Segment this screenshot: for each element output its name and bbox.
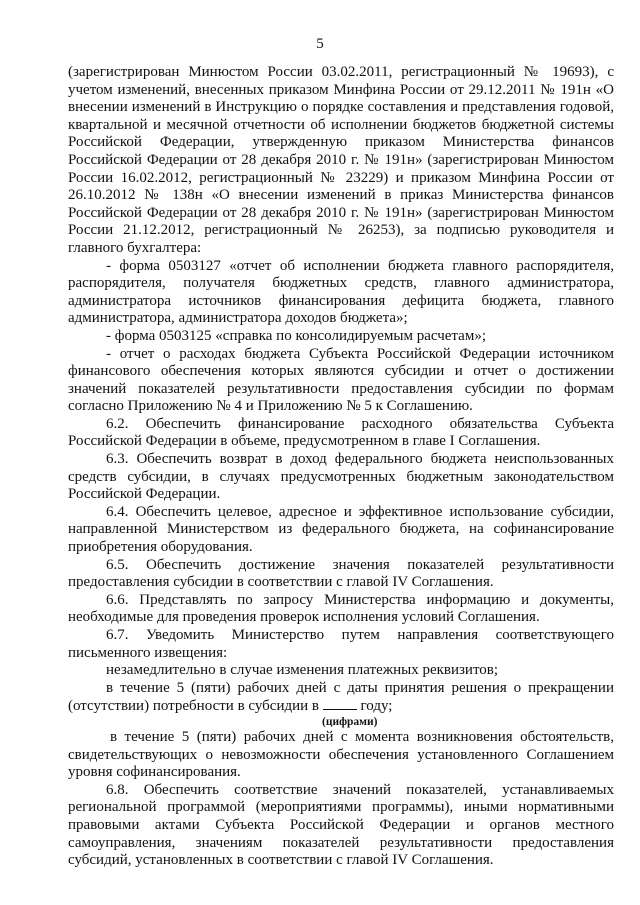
paragraph-6-2: 6.2. Обеспечить финансирование расходного обязательства Субъекта Российской Федерации в объеме, предусмотренном в главе I Соглашения. xyxy=(68,415,614,450)
paragraph-6-4: 6.4. Обеспечить целевое, адресное и эффективное использование субсидии, направленной Министерством из федерального бюджета, на софинансирование приобретения оборудования. xyxy=(68,503,614,556)
paragraph-6-5: 6.5. Обеспечить достижение значения показателей результативности предоставления субсидии в соответствии с главой IV Соглашения. xyxy=(68,556,614,591)
year-blank-field xyxy=(323,697,357,710)
paragraph-6-3: 6.3. Обеспечить возврат в доход федерального бюджета неиспользованных средств субсидии, в случаях предусмотренных бюджетным законодательством Российской Федерации. xyxy=(68,451,614,503)
deadline-text-before: в течение 5 (пяти) рабочих дней с даты принятия решения о прекращении (отсутствии) потребности в субсидии в xyxy=(68,679,614,715)
paragraph-6-8: 6.8. Обеспечить соответствие значений показателей, устанавливаемых региональной программой (мероприятиями программы), иными нормативными правовыми актами Субъекта Российской Федерации и органов местного самоуправления, значениям показателей результативности предоставления субсидий, установленных в соответствии с главой IV Соглашения. xyxy=(68,781,614,869)
paragraph-6-7: 6.7. Уведомить Министерство путем направления соответствующего письменного извещения: xyxy=(68,627,614,661)
paragraph-reporting-intro: (зарегистрирован Минюстом России 03.02.2011, регистрационный № 19693), с учетом изменений, внесенных приказом Минфина России от 29.12.2011 № 191н «О внесении изменений в Инструкцию о порядке составления и представления годовой, квартальной и месячной отчетности об исполнении бюджетов бюджетной системы Российской Федерации, утвержденную приказом Министерства финансов Российской Федерации от 28 декабря 2010 г. № 191н» (зарегистрирован Минюстом России 16.02.2012, регистрационный № 23229) и приказом Минфина России от 26.10.2012 № 138н «О внесении изменений в приказ Министерства финансов Российской Федерации от 28 декабря 2010 г. № 191н» (зарегистрирован Минюстом России 21.12.2012, регистрационный № 26253), за подписью руководителя и главного бухгалтера: xyxy=(68,64,614,256)
paragraph-6-6: 6.6. Представлять по запросу Министерства информацию и документы, необходимые для проведения проверок исполнения условий Соглашения. xyxy=(68,591,614,626)
year-blank-caption: (цифрами) xyxy=(322,715,378,728)
document-body xyxy=(68,64,614,870)
paragraph-form-0503125: - форма 0503125 «справка по консолидируемым расчетам»; xyxy=(106,327,486,344)
page-number: 5 xyxy=(316,36,324,52)
paragraph-deadline-termination xyxy=(68,680,614,716)
paragraph-form-0503127: - форма 0503127 «отчет об исполнении бюджета главного распорядителя, распорядителя, получателя бюджетных средств, главного администратора, администратора источников финансирования дефицита бюджета, главного администратора, администратора доходов бюджета»; xyxy=(68,257,614,327)
paragraph-deadline-cofinancing: в течение 5 (пяти) рабочих дней с момента возникновения обстоятельств, свидетельствующих о невозможности обеспечения установленного Соглашением уровня софинансирования. xyxy=(68,728,614,781)
paragraph-expense-report: - отчет о расходах бюджета Субъекта Российской Федерации источником финансового обеспечения которых являются субсидии и отчет о достижении значений показателей результативности предоставления субсидии по формам согласно Приложению № 4 и Приложению № 5 к Соглашению. xyxy=(68,345,614,415)
deadline-text-after: году; xyxy=(360,698,393,715)
paragraph-payment-details: незамедлительно в случае изменения платежных реквизитов; xyxy=(106,662,499,679)
